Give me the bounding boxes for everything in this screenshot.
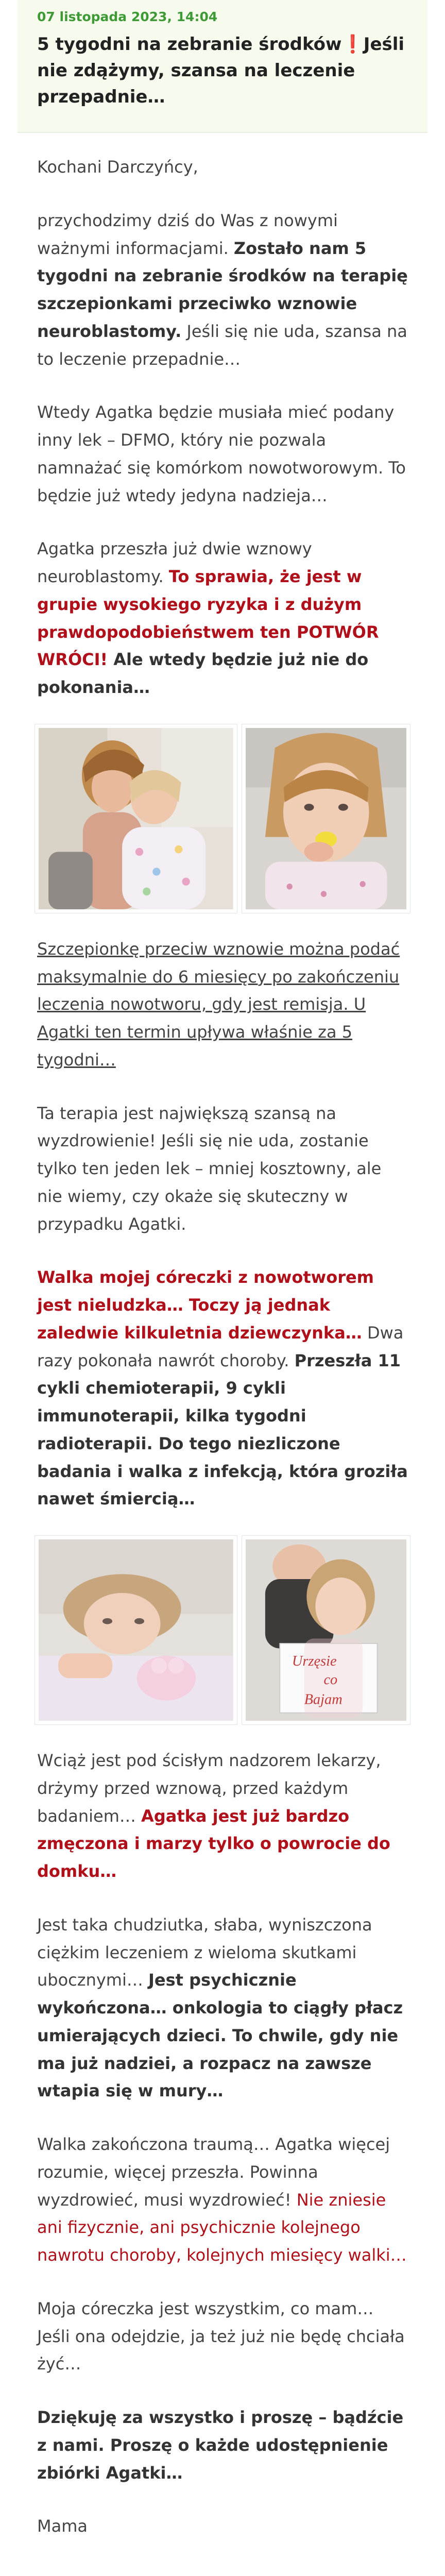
paragraph-news-intro: przychodzimy dziś do Was z nowymi ważnymi informacjami. bbox=[37, 210, 338, 258]
paragraph-dfmo: Wtedy Agatka będzie musiała mieć podany inny lek – DFMO, który nie pozwala namnażać się komórkom nowotworowym. To będzie już wtedy jedyna nadzieja… bbox=[37, 402, 406, 505]
paragraph-fight-highlight: Walka mojej córeczki z nowotworem jest nieludzka… Toczy ją jednak zaledwie kilkuletnia dziewczynka… bbox=[37, 1267, 374, 1343]
paragraph-condition-strong: Jest psychicznie wykończona… onkologia to ciągły płacz umierających dzieci. To chwile, gdy nie ma już nadziei, a rozpacz na zawsze wtapia się w mury… bbox=[37, 1970, 403, 2101]
photo-row-2 bbox=[35, 1536, 410, 1724]
paragraph-news-deadline: Zostało nam 5 tygodni na zebranie środków na terapię szczepionkami przeciwko wznowie neuroblastomy. bbox=[37, 238, 408, 341]
paragraph-trauma-highlight: Nie zniesie ani fizycznie, ani psychicznie kolejnego nawrotu choroby, kolejnych miesięcy walki… bbox=[37, 2190, 407, 2265]
photo-girl-eating[interactable] bbox=[242, 724, 410, 913]
update-body bbox=[18, 133, 427, 2576]
paragraph-relapses bbox=[37, 535, 408, 702]
paragraph-monitoring-highlight: Agatka jest już bardzo zmęczona i marzy tylko o powrocie do domku… bbox=[37, 1806, 390, 1881]
signature: Mama bbox=[37, 2516, 88, 2536]
paragraph-vaccine-deadline: Szczepionkę przeciw wznowie można podać maksymalnie do 6 miesięcy po zakończeniu leczenia nowotworu, gdy jest remisja. U Agatki ten termin upływa właśnie za 5 tygodni… bbox=[37, 939, 400, 1070]
photo-row-1 bbox=[35, 724, 410, 913]
sign-text-line-2: co bbox=[323, 1671, 337, 1688]
paragraph-relapses-end: Ale wtedy będzie już nie do pokonania… bbox=[37, 650, 369, 697]
paragraph-monitoring bbox=[37, 1747, 408, 1886]
paragraph-relapses-intro: Agatka przeszła już dwie wznowy neuroblastomy. bbox=[37, 539, 312, 586]
title-text-after: Jeśli nie zdążymy, szansa na leczenie przepadnie… bbox=[37, 34, 405, 107]
greeting: Kochani Darczyńcy, bbox=[37, 157, 198, 177]
title-text-before: 5 tygodni na zebranie środków bbox=[37, 34, 342, 55]
paragraph-fight-middle: Dwa razy pokonała nawrót choroby. bbox=[37, 1323, 404, 1370]
paragraph-therapy: Ta terapia jest największą szansą na wyzdrowienie! Jeśli się nie uda, zostanie tylko ten jeden lek – mniej kosztowny, ale nie wiemy, czy okaże się skuteczny w przypadku Agatki. bbox=[37, 1103, 382, 1234]
update-title bbox=[37, 31, 408, 110]
paragraph-monitoring-intro: Wciąż jest pod ścisłym nadzorem lekarzy, drżymy przed wznową, przed każdym badaniem… bbox=[37, 1751, 381, 1826]
paragraph-news-outcome: Jeśli się nie uda, szansa na to leczenie przepadnie… bbox=[37, 321, 407, 369]
paragraph-trauma bbox=[37, 2131, 408, 2269]
paragraph-condition-intro: Jest taka chudziutka, słaba, wyniszczona ciężkim leczeniem z wieloma skutkami ubocznymi… bbox=[37, 1914, 372, 1990]
paragraph-thanks: Dziękuję za wszystko i proszę – bądźcie z nami. Proszę o każde udostępnienie zbiórki Agatki… bbox=[37, 2408, 404, 2483]
photo-mother-and-daughter[interactable] bbox=[35, 724, 237, 913]
paragraph-news bbox=[37, 207, 408, 374]
update-date: 07 listopada 2023, 14:04 bbox=[37, 9, 218, 24]
paragraph-trauma-intro: Walka zakończona traumą… Agatka więcej rozumie, więcej przeszła. Powinna wyzdrowieć, musi wyzdrowieć! bbox=[37, 2134, 390, 2210]
paragraph-condition bbox=[37, 1911, 408, 2105]
paragraph-relapses-warning: To sprawia, że jest w grupie wysokiego ryzyka i z dużym prawdopodobieństwem ten POTWÓR WRÓCI! bbox=[37, 567, 379, 670]
photo-girl-in-bed[interactable] bbox=[35, 1536, 237, 1724]
sign-text-line-1: Urzęsie bbox=[292, 1653, 337, 1670]
paragraph-fight-treatment: Przeszła 11 cykli chemioterapii, 9 cykli immunoterapii, kilka tygodni radioterapii. Do tego niezliczone badania i walka z infekcją, która groziła nawet śmiercią… bbox=[37, 1350, 408, 1509]
sign-text-line-3: Bajam bbox=[304, 1691, 343, 1708]
paragraph-daughter: Moja córeczka jest wszystkim, co mam… Jeśli ona odejdzie, ja też już nie będę chciała żyć… bbox=[37, 2298, 405, 2374]
paragraph-fight bbox=[37, 1264, 408, 1513]
update-card bbox=[18, 0, 427, 2576]
exclamation-icon: ❗ bbox=[341, 34, 364, 55]
update-header bbox=[18, 0, 427, 133]
photo-girl-with-sign[interactable] bbox=[242, 1536, 410, 1724]
